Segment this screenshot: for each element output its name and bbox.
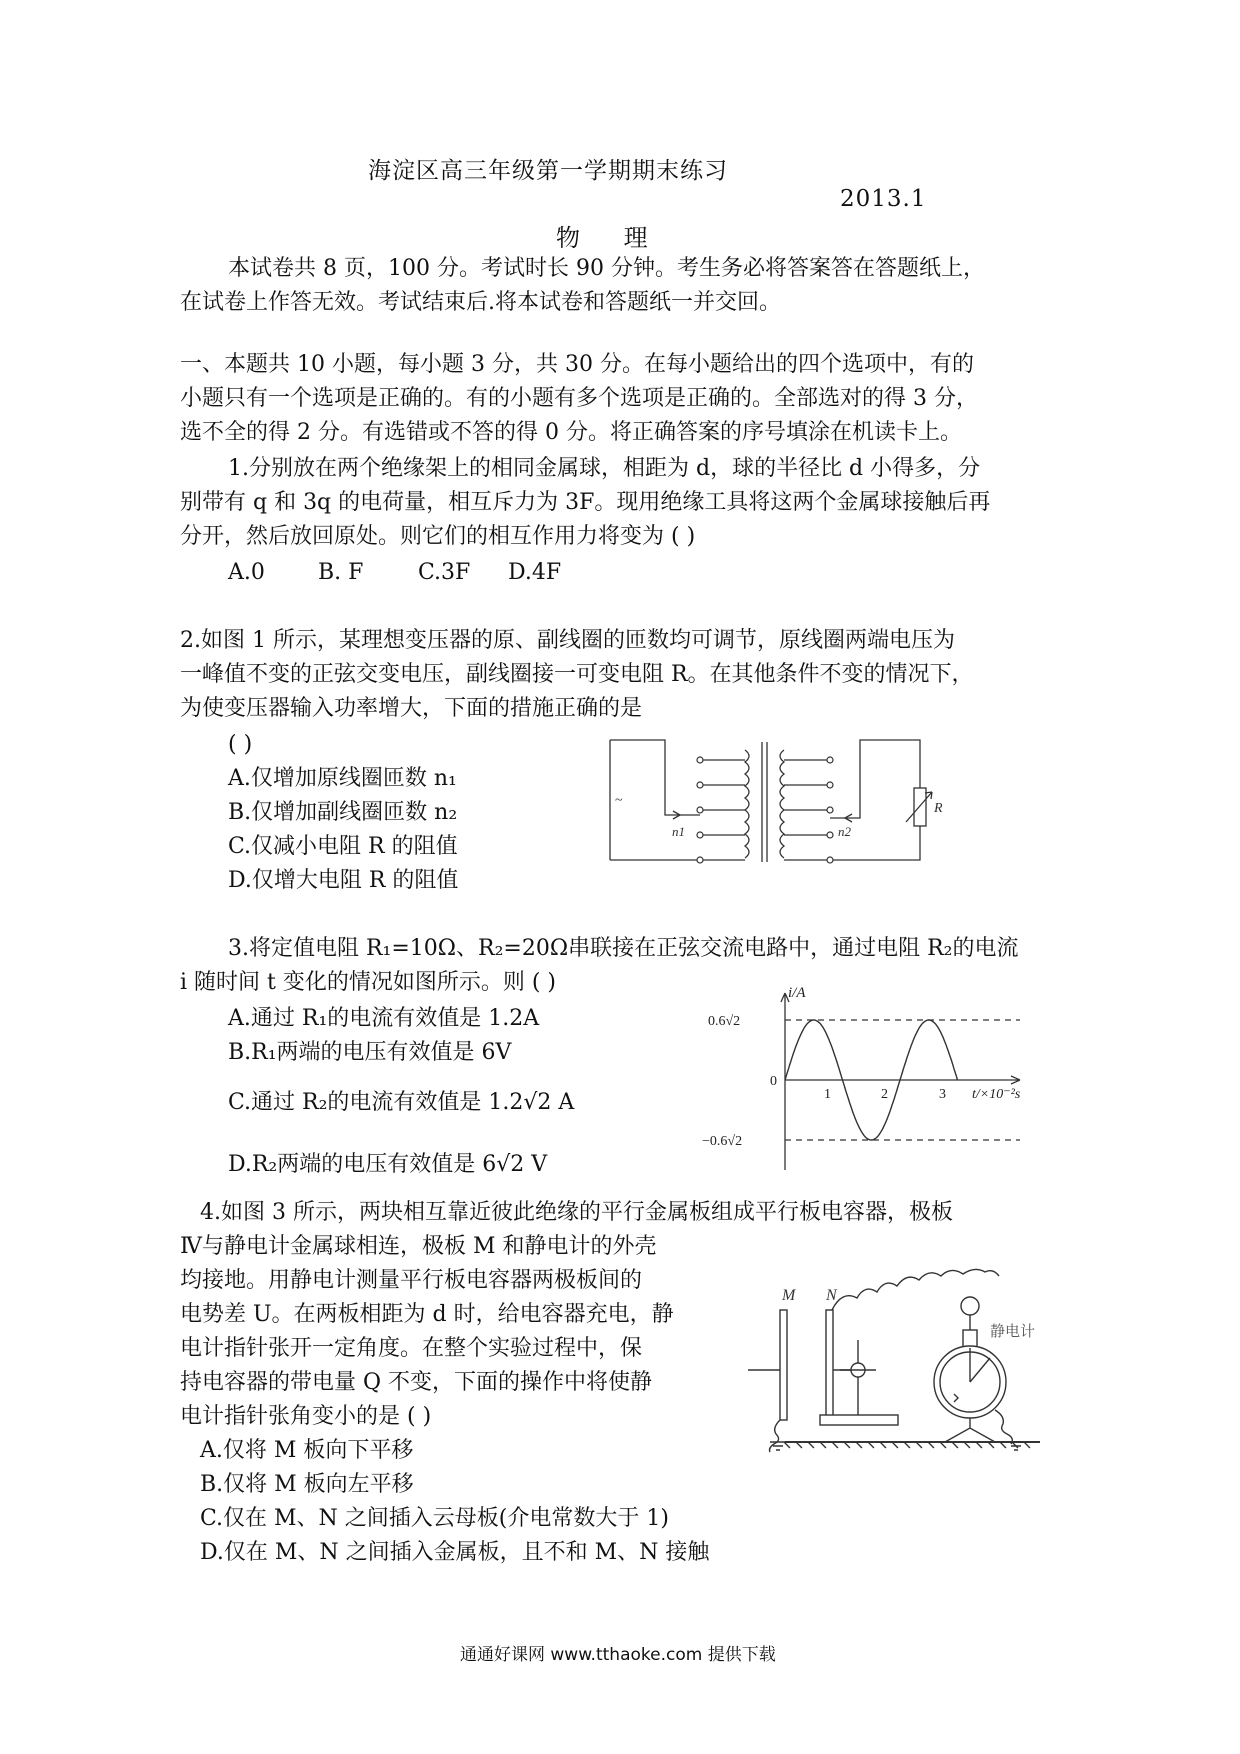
x-tick-1: 1: [824, 1087, 831, 1102]
intro-line-1: 本试卷共 8 页，100 分。考试时长 90 分钟。考生务必将答案答在答题纸上，: [228, 256, 985, 281]
ac-source-symbol: ~: [615, 793, 623, 808]
q4-line-5: 电计指针张开一定角度。在整个实验过程中，保: [180, 1336, 643, 1361]
plate-n-label: N: [826, 1287, 837, 1304]
q3-option-c: C.通过 R₂的电流有效值是 1.2√2 A: [228, 1090, 575, 1115]
q2-line-1: 2.如图 1 所示，某理想变压器的原、副线圈的匝数均可调节，原线圈两端电压为: [180, 628, 955, 653]
q1-line-1: 1.分别放在两个绝缘架上的相同金属球，相距为 d，球的半径比 d 小得多，分: [228, 456, 981, 481]
q1-line-3: 分开，然后放回原处。则它们的相互作用力将变为 ( ): [180, 524, 696, 549]
x-tick-2: 2: [881, 1087, 888, 1102]
q1-option-d: D.4F: [508, 560, 562, 585]
q3-line-2: i 随时间 t 变化的情况如图所示。则 ( ): [180, 970, 557, 995]
n1-label: n1: [672, 824, 685, 839]
plate-m-label: M: [782, 1287, 796, 1304]
q2-option-a: A.仅增加原线圈匝数 n₁: [228, 766, 457, 791]
q2-option-c: C.仅减小电阻 R 的阻值: [228, 834, 458, 859]
x-axis: [785, 1076, 1020, 1084]
exam-date: 2013.1: [840, 186, 927, 212]
capacitor-electroscope-diagram: [740, 1270, 1060, 1450]
resistor-label: R: [934, 801, 943, 816]
y-tick-positive: 0.6√2: [708, 1014, 741, 1029]
origin-label: 0: [770, 1074, 777, 1089]
q3-option-a: A.通过 R₁的电流有效值是 1.2A: [228, 1006, 540, 1031]
q1-option-a: A.0: [228, 560, 265, 585]
q2-option-d: D.仅增大电阻 R 的阻值: [228, 868, 459, 893]
y-axis-label: i/A: [788, 985, 806, 1001]
q4-line-6: 持电容器的带电量 Q 不变，下面的操作中将使静: [180, 1370, 653, 1395]
transformer-diagram: [600, 730, 943, 870]
page-footer: 通通好课网 www.tthaoke.com 提供下载: [460, 1645, 776, 1665]
q4-line-4: 电势差 U。在两板相距为 d 时，给电容器充电，静: [180, 1302, 674, 1327]
q2-option-b: B.仅增加副线圈匝数 n₂: [228, 800, 458, 825]
current-time-graph: [700, 985, 1080, 1175]
section1-line-2: 小题只有一个选项是正确的。有的小题有多个选项是正确的。全部选对的得 3 分，: [180, 386, 978, 411]
intro-line-2: 在试卷上作答无效。考试结束后.将本试卷和答题纸一并交回。: [180, 290, 781, 315]
q4-option-a: A.仅将 M 板向下平移: [200, 1438, 414, 1463]
q3-option-d: D.R₂两端的电压有效值是 6√2 V: [228, 1152, 548, 1177]
q4-line-1: 4.如图 3 所示，两块相互靠近彼此绝缘的平行金属板组成平行板电容器，极板: [200, 1200, 953, 1225]
q1-option-b: B. F: [318, 560, 364, 585]
q1-line-2: 别带有 q 和 3q 的电荷量，相互斥力为 3F。现用绝缘工具将这两个金属球接触后再: [180, 490, 991, 515]
n2-label: n2: [838, 824, 851, 839]
q2-line-2: 一峰值不变的正弦交变电压，副线圈接一可变电阻 R。在其他条件不变的情况下，: [180, 662, 974, 687]
q4-line-3: 均接地。用静电计测量平行板电容器两极板间的: [180, 1268, 643, 1293]
x-tick-3: 3: [939, 1087, 946, 1102]
q4-option-d: D.仅在 M、N 之间插入金属板，且不和 M、N 接触: [200, 1540, 710, 1565]
x-axis-label: t/×10⁻²s: [972, 1087, 1021, 1102]
section1-line-1: 一、本题共 10 小题，每小题 3 分，共 30 分。在每小题给出的四个选项中，有的: [180, 352, 974, 377]
q4-option-c: C.仅在 M、N 之间插入云母板(介电常数大于 1): [200, 1506, 669, 1531]
q4-option-b: B.仅将 M 板向左平移: [200, 1472, 414, 1497]
exam-title: 海淀区高三年级第一学期期末练习: [368, 158, 728, 184]
q2-answer-bracket: ( ): [228, 732, 253, 757]
q2-line-3: 为使变压器输入功率增大，下面的措施正确的是: [180, 696, 643, 721]
q3-option-b: B.R₁两端的电压有效值是 6V: [228, 1040, 512, 1065]
section1-line-3: 选不全的得 2 分。有选错或不答的得 0 分。将正确答案的序号填涂在机读卡上。: [180, 420, 962, 445]
q3-line-1: 3.将定值电阻 R₁=10Ω、R₂=20Ω串联接在正弦交流电路中，通过电阻 R₂的电流: [228, 936, 1019, 961]
y-tick-negative: −0.6√2: [702, 1134, 743, 1149]
electroscope-label: 静电计: [990, 1324, 1036, 1340]
q4-line-7: 电计指针张角变小的是 ( ): [180, 1404, 432, 1429]
subject-title: 物 理: [556, 224, 666, 252]
q1-option-c: C.3F: [418, 560, 471, 585]
q4-line-2: Ⅳ与静电计金属球相连，极板 M 和静电计的外壳: [180, 1234, 657, 1259]
